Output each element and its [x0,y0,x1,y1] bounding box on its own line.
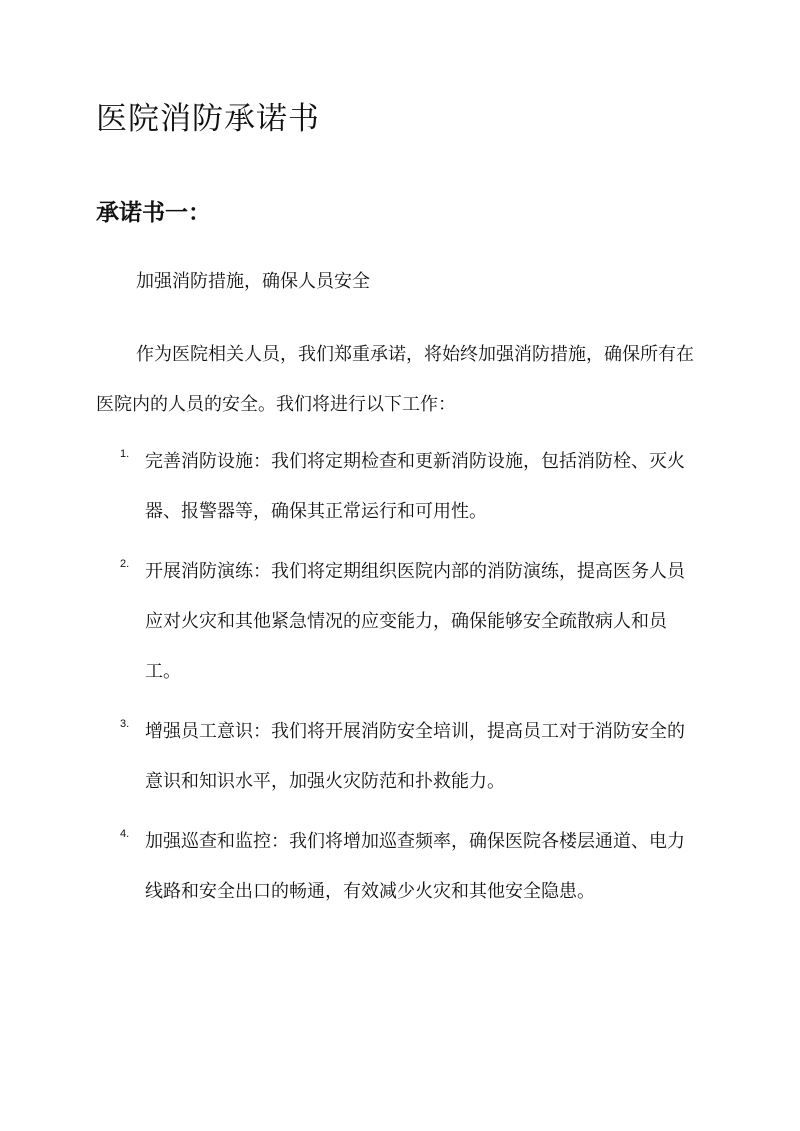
list-item [120,817,700,917]
list-item-text: 完善消防设施：我们将定期检查和更新消防设施，包括消防栓、灭火器、报警器等，确保其正常运行和可用性。 [145,451,685,522]
list-number: 1. [120,448,130,460]
commitment-subtitle: 加强消防措施，确保人员安全 [136,271,370,292]
intro-paragraph: 作为医院相关人员，我们郑重承诺，将始终加强消防措施，确保所有在医院内的人员的安全。我们将进行以下工作： [96,344,694,415]
list-item-text: 增强员工意识：我们将开展消防安全培训，提高员工对于消防安全的意识和知识水平，加强火灾防范和扑救能力。 [145,721,685,792]
list-item-text: 开展消防演练：我们将定期组织医院内部的消防演练，提高医务人员应对火灾和其他紧急情况的应变能力，确保能够安全疏散病人和员工。 [145,561,685,682]
list-number: 3. [120,718,130,730]
list-item-text: 加强巡查和监控：我们将增加巡查频率，确保医院各楼层通道、电力线路和安全出口的畅通，有效减少火灾和其他安全隐患。 [145,831,685,902]
section-heading: 承诺书一： [96,199,211,226]
list-number: 4. [120,828,130,840]
list-number: 2. [120,558,130,570]
list-item [120,547,700,697]
list-item [120,707,700,807]
list-item [120,437,700,537]
document-title: 医院消防承诺书 [96,101,320,137]
